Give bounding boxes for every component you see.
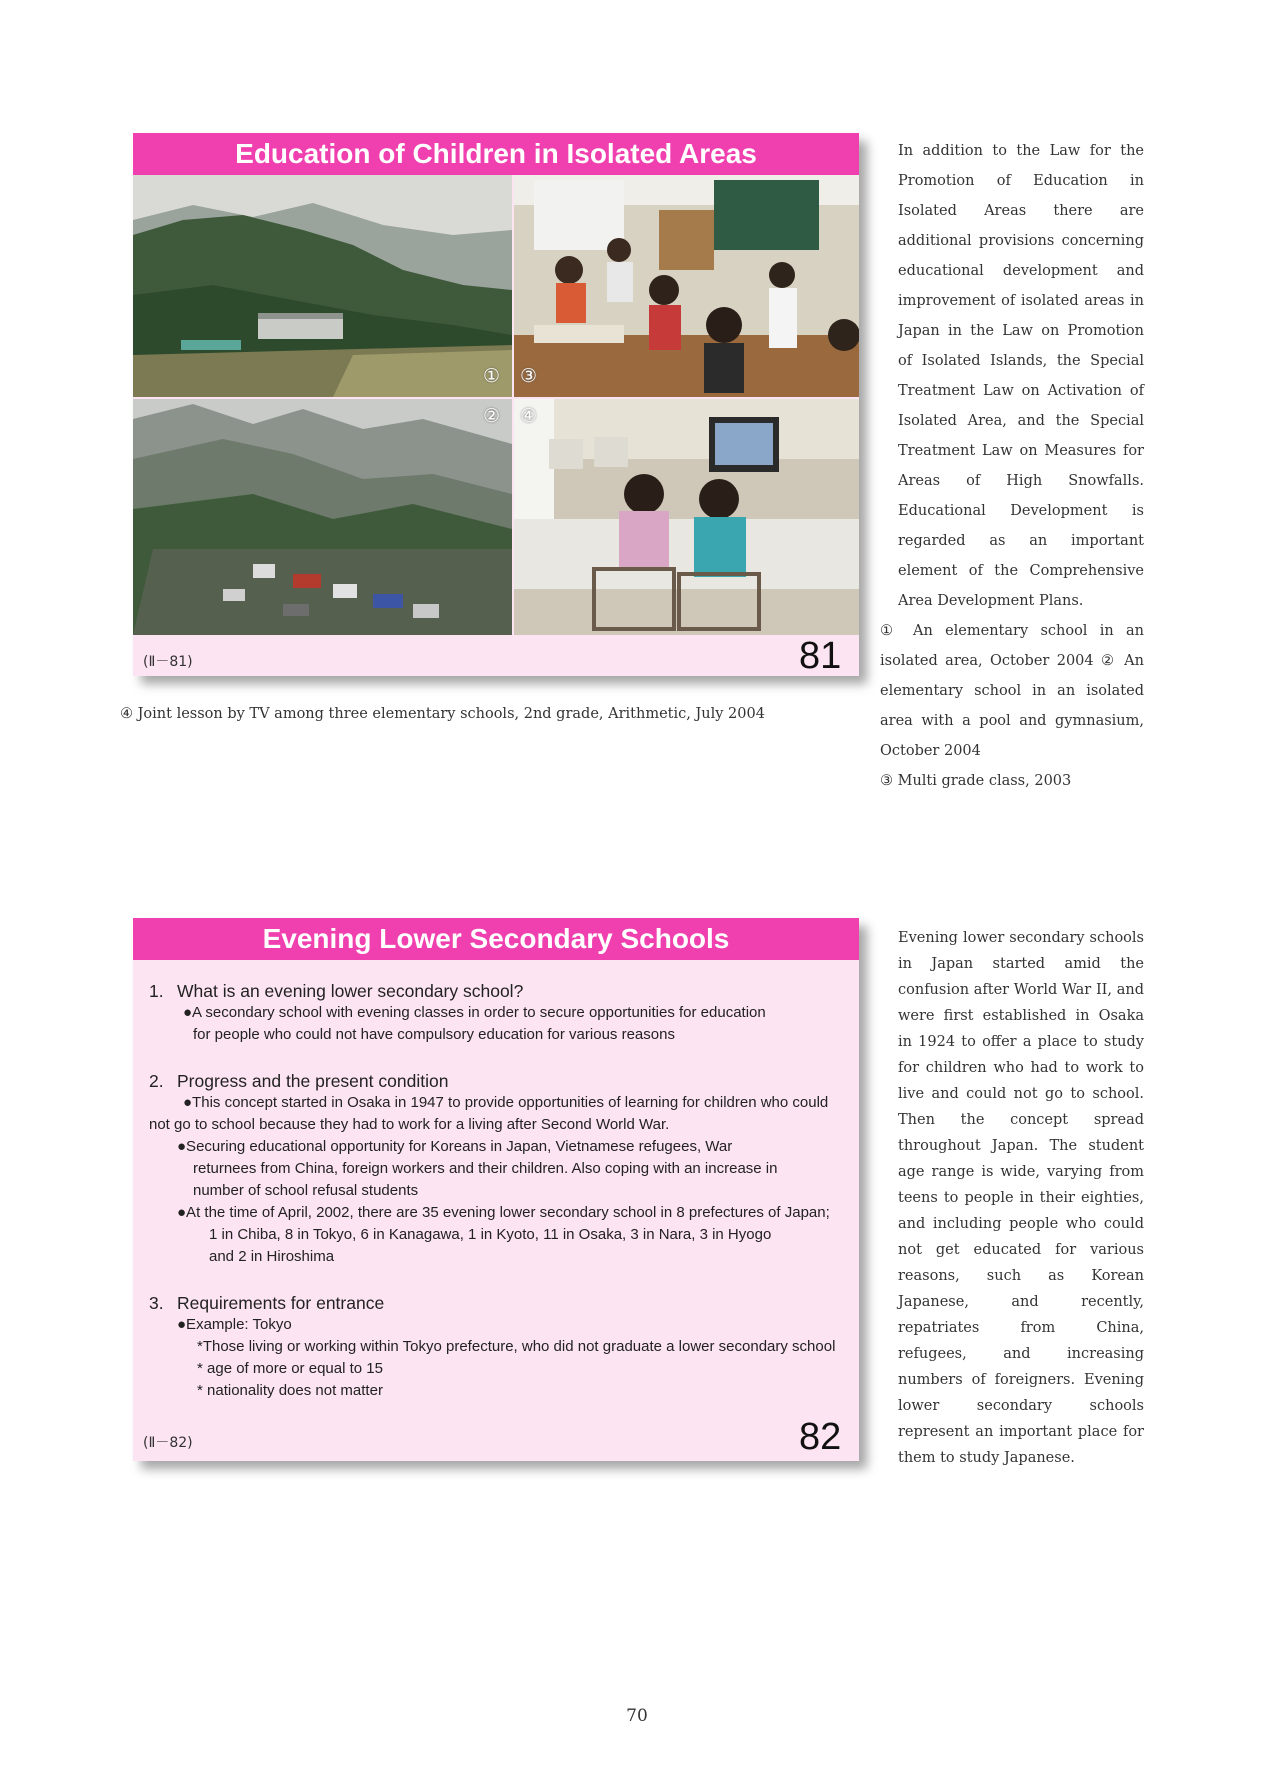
marker-3: ③ <box>520 365 538 387</box>
section-1-line: ●A secondary school with evening classes in order to secure opportunities for education <box>183 1004 766 1021</box>
section-1-line: for people who could not have compulsory education for various reasons <box>193 1026 675 1043</box>
sidebar-intro: In addition to the Law for the Promotion of Education in Isolated Areas there are additional provisions concerning educational development and improvement of isolated areas in Japan in the Law on Promotion of Isolated Islands, the Special Treatment Law on Activation of Isolated Area, and the Special Treatment Law on Measures for Areas of High Snowfalls. Educational Development is regarded as an important element of the Comprehensive Area Development Plans. <box>898 143 1144 609</box>
photo-mountain-village <box>133 175 512 397</box>
slide-82 <box>133 918 859 1461</box>
section-number: 2. <box>149 1071 164 1091</box>
slide-title: Education of Children in Isolated Areas <box>133 133 859 175</box>
section-3-heading: 3. Requirements for entrance <box>149 1293 385 1313</box>
section-2-line: not go to school because they had to work for a living after Second World War. <box>149 1116 670 1133</box>
sidebar-text: Evening lower secondary schools in Japan started amid the confusion after World War II, and were first established in Osaka in 1924 to offer a place to study for children who had to work to live and could not go to school. Then the concept spread throughout Japan. The student age range is wide, varying from teens to people in their eighties, and including people who could not get educated for various reasons, such as Korean Japanese, and recently, repatriates from China, refugees, and increasing numbers of foreigners. Evening lower secondary schools represent an important place for them to study Japanese. <box>898 930 1144 1466</box>
section-2-line: ●This concept started in Osaka in 1947 to provide opportunities of learning for children who could <box>183 1094 829 1111</box>
slide-number: 82 <box>799 1416 842 1458</box>
slide-title: Evening Lower Secondary Schools <box>133 918 859 960</box>
photo-multi-grade-class <box>514 175 859 397</box>
slide-81 <box>133 133 859 676</box>
marker-2: ② <box>483 405 501 427</box>
photo-tv-joint-lesson <box>514 399 859 635</box>
slide-number: 81 <box>799 635 842 677</box>
section-3-line: * age of more or equal to 15 <box>197 1360 383 1377</box>
section-2-heading: 2. Progress and the present condition <box>149 1071 449 1091</box>
section-3-line: *Those living or working within Tokyo prefecture, who did not graduate a lower secondary school <box>197 1338 836 1355</box>
section-2-line: and 2 in Hiroshima <box>209 1248 335 1265</box>
marker-4: ④ <box>520 405 538 427</box>
sidebar-81 <box>880 136 1144 796</box>
section-2-line: number of school refusal students <box>193 1182 419 1199</box>
section-number: 1. <box>149 981 164 1001</box>
section-3-line: ●Example: Tokyo <box>177 1316 292 1333</box>
section-1-heading: 1. What is an evening lower secondary school? <box>149 981 524 1001</box>
section-2-line: ●Securing educational opportunity for Koreans in Japan, Vietnamese refugees, War <box>177 1138 733 1155</box>
section-2-line: ●At the time of April, 2002, there are 35 evening lower secondary school in 8 prefectures of Japan; <box>177 1204 830 1221</box>
section-2-line: 1 in Chiba, 8 in Tokyo, 6 in Kanagawa, 1 in Kyoto, 11 in Osaka, 3 in Nara, 3 in Hyogo <box>209 1226 772 1243</box>
caption-4: ④ Joint lesson by TV among three elementary schools, 2nd grade, Arithmetic, July 2004 <box>120 706 765 722</box>
section-number: 3. <box>149 1293 164 1313</box>
sidebar-caption-3: ③ Multi grade class, 2003 <box>880 773 1072 789</box>
marker-1: ① <box>483 365 501 387</box>
slide-code: (Ⅱ－81) <box>143 654 193 670</box>
slide-code: (Ⅱ－82) <box>143 1435 193 1451</box>
slide-content <box>149 980 849 1402</box>
photo-grid <box>133 175 859 635</box>
section-2-line: returnees from China, foreign workers and their children. Also coping with an increase in <box>193 1160 778 1177</box>
photo-valley-town <box>133 399 512 635</box>
page-number: 70 <box>626 1706 648 1726</box>
sidebar-caption-1-2: ① An elementary school in an isolated area, October 2004 ② An elementary school in an isolated area with a pool and gymnasium, October 2004 <box>880 623 1144 759</box>
sidebar-82 <box>880 925 1144 1471</box>
section-3-line: * nationality does not matter <box>197 1382 383 1399</box>
